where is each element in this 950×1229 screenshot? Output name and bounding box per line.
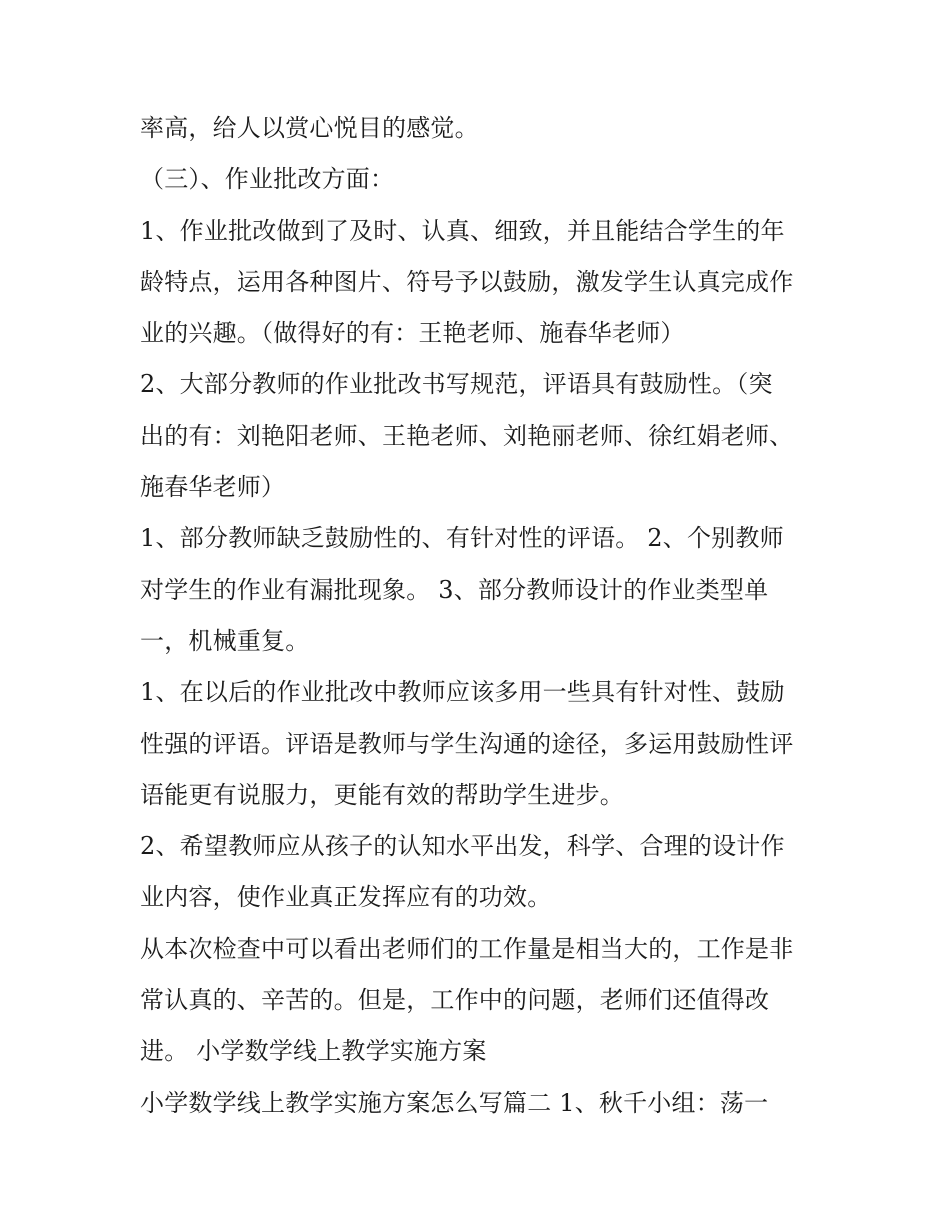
text-line: 出的有：刘艳阳老师、王艳老师、刘艳丽老师、徐红娟老师、 — [140, 421, 794, 450]
text-line: 率高，给人以赏心悦目的感觉。 — [140, 114, 479, 142]
text-line: 1、作业批改做到了及时、认真、细致，并且能结合学生的年 — [140, 216, 785, 245]
text-line: 小学数学线上教学实施方案怎么写篇二 1、秋千小组：荡一 — [140, 1088, 769, 1117]
text-line: 从本次检查中可以看出老师们的工作量是相当大的，工作是非 — [140, 934, 794, 963]
text-line: 2、希望教师应从孩子的认知水平出发，科学、合理的设计作 — [140, 832, 785, 861]
text-line: 性强的评语。评语是教师与学生沟通的途径，多运用鼓励性评 — [140, 729, 794, 758]
text-line: 1、部分教师缺乏鼓励性的、有针对性的评语。 2、个别教师 — [140, 524, 784, 553]
text-line: 语能更有说服力，更能有效的帮助学生进步。 — [140, 780, 624, 809]
text-line: 业的兴趣。（做得好的有：王艳老师、施春华老师） — [140, 319, 685, 348]
text-line: 龄特点，运用各种图片、符号予以鼓励，激发学生认真完成作 — [140, 267, 794, 296]
text-line: 业内容，使作业真正发挥应有的功效。 — [140, 883, 552, 912]
text-line: 常认真的、辛苦的。但是，工作中的问题，老师们还值得改 — [140, 986, 770, 1015]
text-line: 对学生的作业有漏批现象。 3、部分教师设计的作业类型单 — [140, 575, 769, 604]
text-line: 1、在以后的作业批改中教师应该多用一些具有针对性、鼓励 — [140, 678, 785, 707]
text-line: 进。 小学数学线上教学实施方案 — [140, 1037, 487, 1066]
text-line: 一，机械重复。 — [140, 626, 310, 655]
body-text — [140, 103, 830, 1129]
text-line: 施春华老师） — [140, 473, 286, 502]
text-line: 2、大部分教师的作业批改书写规范，评语具有鼓励性。（突 — [140, 370, 773, 399]
section-heading: （三）、作业批改方面： — [140, 165, 395, 194]
